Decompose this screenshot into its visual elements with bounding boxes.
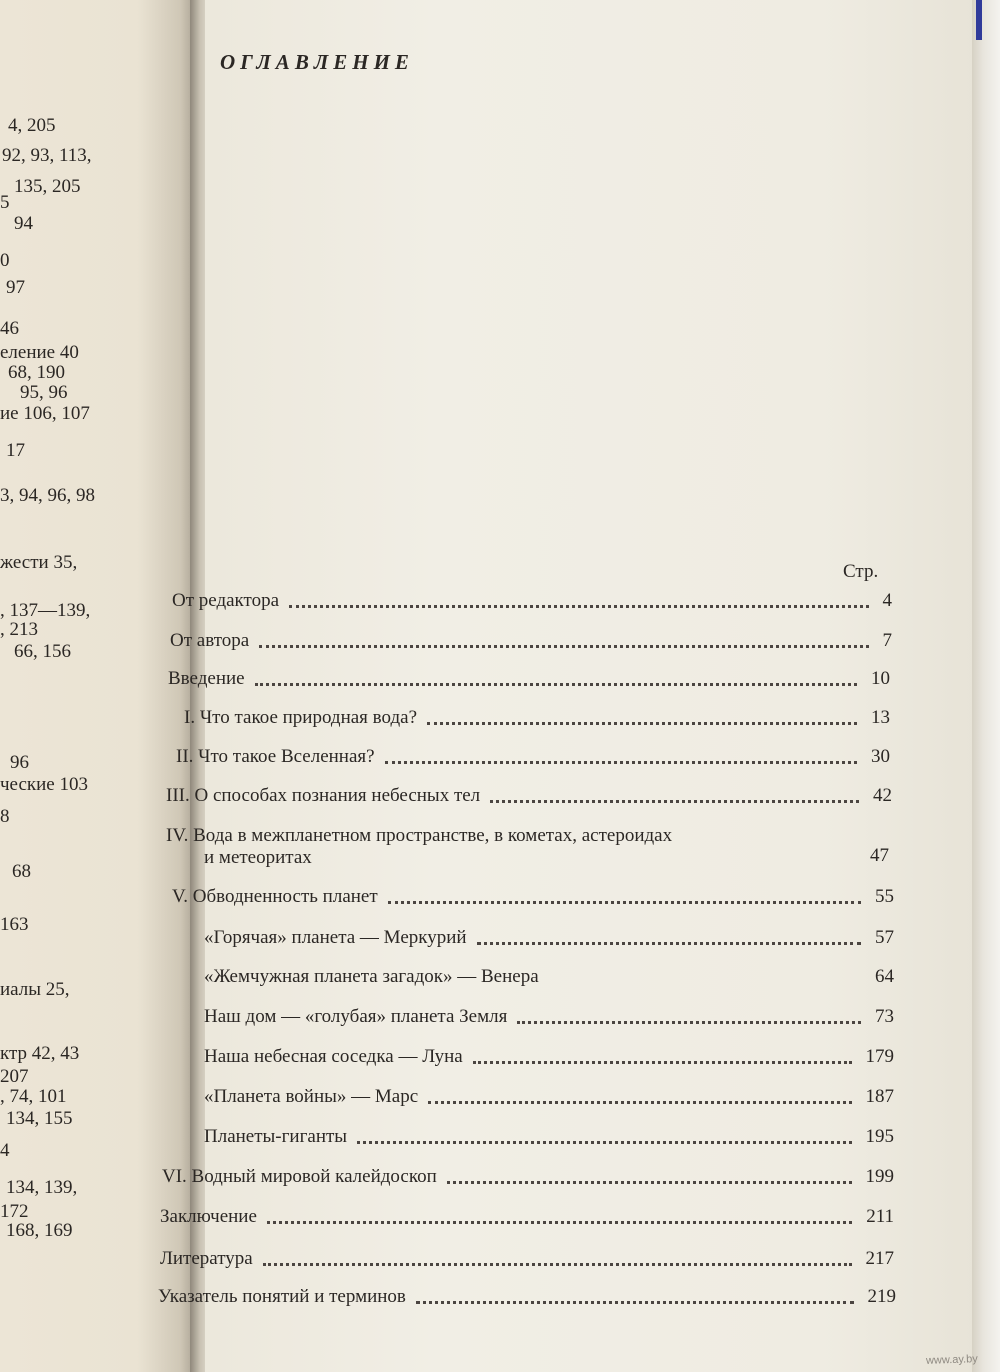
toc-entry: [176, 746, 890, 768]
dot-leader: [259, 645, 868, 648]
toc-entry: [166, 785, 892, 807]
dot-leader: [357, 1141, 851, 1144]
toc-entry-page: 187: [865, 1086, 894, 1107]
toc-entry: [158, 1286, 896, 1308]
toc-entry-page: 179: [865, 1046, 894, 1067]
toc-entry-page: 195: [865, 1126, 894, 1147]
toc-entry-page: 7: [882, 630, 892, 651]
toc-entry-label: От редактора: [172, 590, 280, 611]
toc-entry: [162, 1166, 894, 1188]
index-line: 163: [0, 914, 29, 935]
index-line: 4: [0, 1140, 10, 1161]
toc-entry-label: Литература: [160, 1248, 253, 1269]
index-line: ктр 42, 43: [0, 1043, 80, 1064]
toc-entry: [172, 590, 892, 612]
toc-entry-label: «Планета войны» — Марс: [204, 1086, 419, 1107]
index-line: иалы 25,: [0, 979, 70, 1000]
toc-entry-page: 219: [867, 1286, 896, 1307]
toc-entry-label: III. О способах познания небесных тел: [166, 785, 481, 806]
toc-entry: [168, 668, 890, 690]
toc-entry-label: «Жемчужная планета загадок» — Венера: [204, 966, 539, 987]
index-line: 8: [0, 806, 10, 827]
index-line: 172: [0, 1201, 29, 1222]
dot-leader: [473, 1061, 852, 1064]
index-line: 0: [0, 250, 10, 271]
toc-entry-page: 57: [875, 927, 894, 948]
toc-entry-page: 4: [882, 590, 892, 611]
toc-entry: [172, 886, 894, 908]
index-line: 4, 205: [8, 115, 56, 136]
dot-leader: [477, 942, 861, 945]
toc-entry-page: 55: [875, 886, 894, 907]
toc-entry-page: 73: [875, 1006, 894, 1027]
toc-entry-page: 217: [865, 1248, 894, 1269]
index-line: 135, 205: [14, 176, 81, 197]
index-line: 96: [10, 752, 29, 773]
toc-entry: [184, 707, 890, 729]
toc-entry-label: II. Что такое Вселенная?: [176, 746, 375, 767]
index-line: , 74, 101: [0, 1086, 67, 1107]
index-line: 94: [14, 213, 33, 234]
index-line: 134, 155: [6, 1108, 73, 1129]
dot-leader: [385, 761, 857, 764]
index-line: 207: [0, 1066, 29, 1087]
toc-entry-label: VI. Водный мировой калейдоскоп: [162, 1166, 437, 1187]
toc-entry-page: 211: [866, 1206, 894, 1227]
toc-entry-page: 47: [870, 845, 889, 866]
index-line: 5: [0, 192, 10, 213]
toc-entry: [204, 966, 894, 988]
dot-leader: [490, 800, 859, 803]
index-line: 168, 169: [6, 1220, 73, 1241]
dot-leader: [388, 901, 861, 904]
toc-entry-label-cont: и метеоритах: [204, 847, 312, 868]
dot-leader: [428, 1101, 851, 1104]
toc-entry-page: 10: [871, 668, 890, 689]
toc-entry-page: 13: [871, 707, 890, 728]
index-line: еление 40: [0, 342, 79, 363]
index-line: , 213: [0, 619, 38, 640]
toc-entry: [160, 1248, 894, 1270]
dot-leader: [289, 605, 868, 608]
toc-entry-label: От автора: [170, 630, 250, 651]
toc-entry: [170, 630, 892, 652]
index-line: 92, 93, 113,: [2, 145, 92, 166]
watermark: www.ay.by: [926, 1353, 979, 1367]
index-line: 46: [0, 318, 19, 339]
toc-entry-multiline: [166, 825, 856, 869]
toc-entry: [204, 927, 894, 949]
page-column-header: Стр.: [843, 561, 879, 582]
dot-leader: [267, 1221, 852, 1224]
dot-leader: [447, 1181, 852, 1184]
toc-entry-page: 30: [871, 746, 890, 767]
cover-edge: [976, 0, 982, 40]
toc-entry-page: 64: [875, 966, 894, 987]
index-line: , 137—139,: [0, 600, 91, 621]
index-line: 68, 190: [8, 362, 65, 383]
toc-entry-page: 42: [873, 785, 892, 806]
index-line: 95, 96: [20, 382, 68, 403]
index-line: ческие 103: [0, 774, 88, 795]
toc-entry: [204, 1046, 894, 1068]
toc-entry: [160, 1206, 894, 1228]
dot-leader: [255, 683, 857, 686]
index-line: жести 35,: [0, 552, 78, 573]
toc-entry-label: Наша небесная соседка — Луна: [204, 1046, 463, 1067]
index-line: 134, 139,: [6, 1177, 78, 1198]
index-line: ие 106, 107: [0, 403, 90, 424]
dot-leader: [416, 1301, 854, 1304]
toc-entry-label: Указатель понятий и терминов: [158, 1286, 406, 1307]
toc-entry: [204, 1086, 894, 1108]
toc-entry-label: V. Обводненность планет: [172, 886, 378, 907]
toc-entry-label: Планеты-гиганты: [204, 1126, 348, 1147]
toc-entry-label: Введение: [168, 668, 245, 689]
index-line: 66, 156: [14, 641, 71, 662]
toc-entry-page: 199: [865, 1166, 894, 1187]
dot-leader: [517, 1021, 861, 1024]
index-line: 17: [6, 440, 25, 461]
index-line: 68: [12, 861, 31, 882]
toc-entry: [204, 1006, 894, 1028]
toc-entry: [204, 1126, 894, 1148]
dot-leader: [427, 722, 857, 725]
index-line: 3, 94, 96, 98: [0, 485, 95, 506]
toc-entry-label: Заключение: [160, 1206, 257, 1227]
index-line: 97: [6, 277, 25, 298]
toc-entry-label: I. Что такое природная вода?: [184, 707, 418, 728]
toc-entry-label: Наш дом — «голубая» планета Земля: [204, 1006, 508, 1027]
page-edge: [972, 0, 1000, 1372]
toc-entry-label: IV. Вода в межпланетном пространстве, в кометах, астероидах: [166, 825, 673, 846]
dot-leader: [263, 1263, 852, 1266]
toc-entry-label: «Горячая» планета — Меркурий: [204, 927, 467, 948]
contents-title: ОГЛАВЛЕНИЕ: [220, 50, 414, 74]
